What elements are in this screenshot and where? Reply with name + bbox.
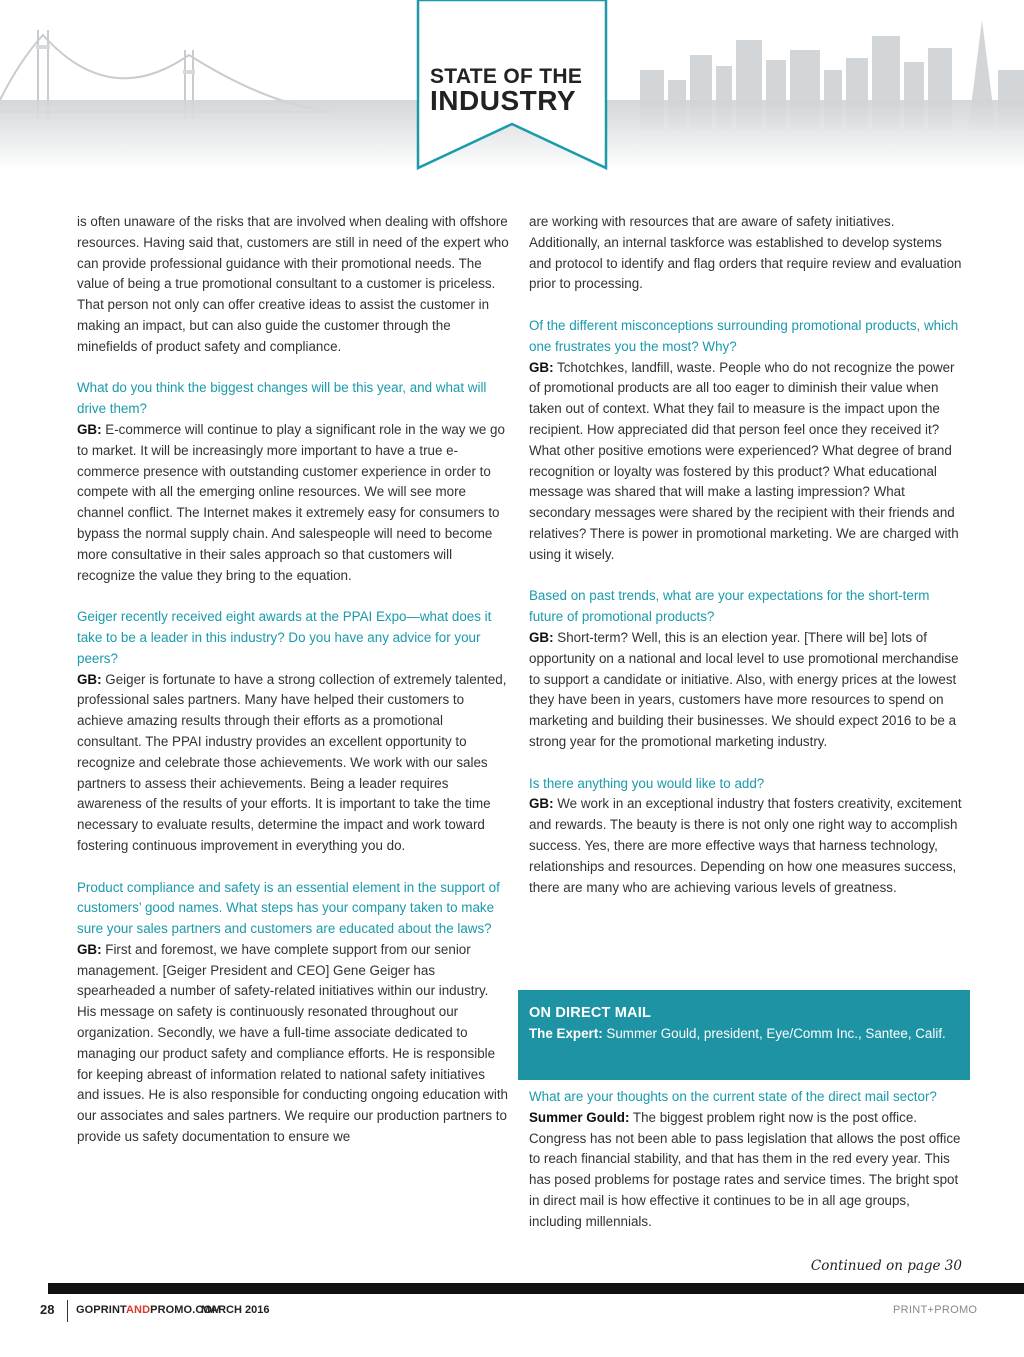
section-title-line1: STATE OF THE (430, 65, 583, 88)
answer: Tchotchkes, landfill, waste. People who do not recognize the power of promotional products are all too eager to diminish their value when taken out of context. What they fail to measure is the impact upon the recipient. How appreciated did that person feel once they received it? What other positive emotions were experienced? What degree of brand recognition or loyalty was fostered by this product? What educational message was shared that will make a lasting impression? What secondary messages were shared by the recipient with their friends and relatives? There is power in promotional marketing. We are charged with using it wisely. (529, 359, 959, 562)
expert-text: Summer Gould, president, Eye/Comm Inc., Santee, Calif. (606, 1025, 946, 1041)
footer-bar (48, 1283, 1024, 1294)
qa-block (77, 878, 509, 1148)
answer-label: GB: (529, 629, 554, 645)
answer: The biggest problem right now is the post office. Congress has not been able to pass legislation that allows the post office to reach financial stability, and that has them in the red every year. This has posed problems for postage rates and service times. The bright spot in direct mail is how effective it continues to be in all age groups, including millennials. (529, 1109, 961, 1229)
direct-mail-qa (529, 1087, 963, 1233)
question: Based on past trends, what are your expectations for the short-term future of promotional products? (529, 588, 930, 625)
paragraph: are working with resources that are aware of safety initiatives. Additionally, an internal taskforce was established to develop systems and protocol to identify and flag orders that require review and evaluation prior to processing. (529, 214, 962, 292)
answer: First and foremost, we have complete support from our senior management. [Geiger President and CEO] Gene Geiger has spearheaded a number of safety-related initiatives within our industry. His message on safety is continuously resonated throughout our organization. Secondly, we have a full-time associate dedicated to managing our product safety and compliance efforts. He is responsible for keeping abreast of information related to national safety initiatives and issues. He is also responsible for conducting ongoing education with our associates and sales partners. We require our production partners to provide us safety documentation to ensure we (77, 941, 508, 1145)
qa-block (529, 774, 963, 899)
sidebar-heading: ON DIRECT MAIL (529, 1005, 652, 1021)
answer: Geiger is fortunate to have a strong collection of extremely talented, professional sales partners. Many have helped their customers to achieve amazing results through their efforts as a promotional consultant. The PPAI industry provides an excellent opportunity to recognize and celebrate those achievements. We work with our sales partners to assess their achievements. Being a leader requires awareness of the results of your efforts. It is important to take the time necessary to evaluate results, determine the impact and work toward fostering continuous improvement in everything you do. (77, 671, 507, 853)
qa-block (77, 607, 509, 857)
section-title-line2: INDUSTRY (430, 85, 577, 116)
left-column (77, 212, 509, 1169)
question: What do you think the biggest changes will be this year, and what will drive them? (77, 380, 487, 417)
site-url[interactable]: GOPRINTANDPROMO.COM (76, 1304, 222, 1316)
answer-label: Summer Gould: (529, 1109, 630, 1125)
answer: E-commerce will continue to play a significant role in the way we go to market. It will be increasingly more important to have a true e-commerce presence with outstanding customer experience in order to compete with all the emerging online resources. We will see more channel conflict. The Internet makes it extremely easy for consumers to bypass the normal supply chain. And salespeople will need to become more consultative in their sales approach so that customers will recognize the value they bring to the equation. (77, 421, 505, 583)
sidebar-expert (529, 1024, 959, 1045)
answer-label: GB: (529, 359, 554, 375)
qa-block (77, 378, 509, 586)
page-number: 28 (40, 1302, 55, 1317)
issue-date: MARCH 2016 (201, 1304, 270, 1316)
question: Geiger recently received eight awards at the PPAI Expo—what does it take to be a leader in this industry? Do you have any advice for your peers? (77, 609, 492, 666)
answer: We work in an exceptional industry that fosters creativity, excitement and rewards. The beauty is there is not only one right way to accomplish success. Yes, there are more effective ways that harness technology, relationships and resources. Depending on how one measures success, there are many who are achieving various levels of greatness. (529, 796, 962, 895)
answer-label: GB: (77, 421, 102, 437)
qa-block (529, 586, 963, 752)
direct-mail-sidebar (518, 990, 970, 1080)
continued-link[interactable]: Continued on page 30 (810, 1258, 962, 1274)
question: Of the different misconceptions surrounding promotional products, which one frustrates you the most? Why? (529, 317, 959, 354)
expert-label: The Expert: (529, 1025, 603, 1041)
right-column (529, 212, 963, 919)
qa-block (529, 316, 963, 566)
question: Is there anything you would like to add? (529, 775, 765, 791)
footer-divider (67, 1300, 68, 1322)
paragraph: is often unaware of the risks that are involved when dealing with offshore resources. Having said that, customers are still in need of the expert who can provide professional guidance with their promotional needs. The value of being a true promotional consultant to a customer is priceless. That person not only can offer creative ideas to assist the customer in making an impact, but can also guide the customer through the minefields of product safety and compliance. (77, 214, 509, 354)
answer-label: GB: (529, 796, 554, 812)
question: What are your thoughts on the current state of the direct mail sector? (529, 1089, 937, 1104)
magazine-name: PRINT+PROMO (893, 1304, 978, 1316)
answer-label: GB: (77, 941, 102, 957)
section-title (430, 66, 610, 114)
question: Product compliance and safety is an essential element in the support of customers’ good names. What steps has your company taken to make sure your sales partners and customers are educated about the laws? (77, 879, 500, 937)
answer-label: GB: (77, 671, 102, 687)
answer: Short-term? Well, this is an election year. [There will be] lots of opportunity on a national and local level to use promotional merchandise to support a candidate or initiative. Also, with energy prices at the lowest they have been in years, customers have more resources to spend on marketing and building their businesses. We should expect 2016 to be a strong year for the promotional marketing industry. (529, 629, 959, 749)
